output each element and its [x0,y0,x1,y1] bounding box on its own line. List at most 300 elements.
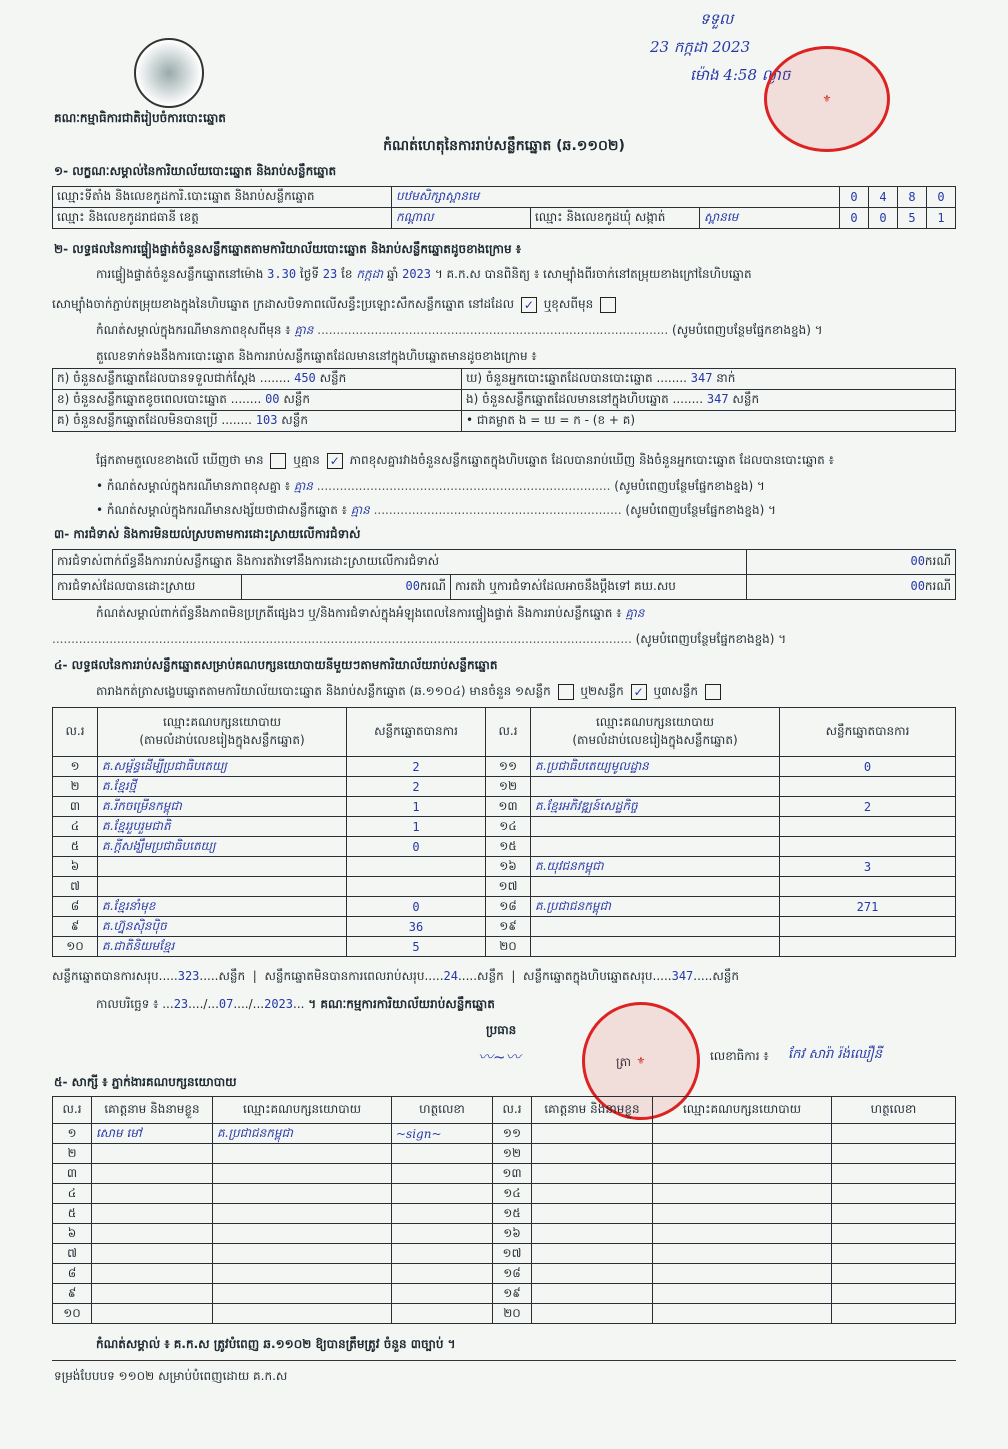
res-col-party-sub-r: (តាមលំដាប់លេខរៀងក្នុងសន្លឹកឆ្នោត) [572,733,738,747]
official-stamp-top: ⚜ [764,46,890,152]
s2-p4-none: ឬគ្មាន [293,453,320,467]
witness-party [653,1184,832,1204]
result-votes: 2 [780,797,956,817]
witness-row [53,1224,956,1244]
witness-name [92,1244,213,1264]
result-votes: 271 [780,897,956,917]
witness-party [653,1164,832,1184]
s2-note2-value: គ្មាន [293,479,313,493]
result-row [53,917,956,937]
witness-name [532,1204,653,1224]
s2-time: 3.30 [267,267,297,281]
witness-no: ១២ [493,1144,532,1164]
results-table [52,707,956,957]
receipt-note-1: ទទួល [700,10,734,28]
total-valid-label: សន្លឹកឆ្នោតបានការសរុប [52,969,159,983]
witness-row [53,1264,956,1284]
witness-party [653,1304,832,1324]
result-party: គ.ហ្វ៊ុនស៊ិនប៉ិច [98,917,347,937]
s2-p4-tail: ភាពខុសគ្នារវាងចំនួនសន្លឹកឆ្នោតក្នុងហិបឆ្នោត ដែលបានរាប់ឃើញ និងចំនួនអ្នកបោះឆ្នោត ដែលបានបោះឆ្នោត ៖ [349,453,834,467]
s4-intro-text: តារាងកត់ត្រាសង្ខេបឆ្នោតតាមការិយាល័យបោះឆ្នោត និងរាប់សន្លឹកឆ្នោត (ឆ.១១០៤) មានចំនួន ១សន្លឹក [96,684,551,698]
result-party: គ.រីកចម្រើនកម្ពុជា [98,797,347,817]
witness-no: ១០ [53,1304,92,1324]
footer-divider [52,1360,956,1361]
result-votes: 0 [347,837,486,857]
s3-r2-label2: ការតវ៉ា ឬការជំទាស់ដែលអាចនឹងប្តឹងទៅ គឃ.សប [451,575,747,600]
witness-no: ២០ [493,1304,532,1324]
s2-p2: សោម្ប៉ាំងចាក់ភ្ជាប់តម្រុយខាងក្នុងនៃហិបឆ្នោត ក្រដាសបិទភាពលើសន្ធឹះប្រឡោះសឹកសន្លឹកឆ្នោត នៅដដែល [52,297,515,311]
gho-unit: នាក់ [716,371,736,385]
s2-line2 [52,296,960,314]
result-no: ៣ [53,797,98,817]
s3-r1-value: 00 [910,554,925,568]
three-sheet-checkbox[interactable] [705,684,721,700]
objection-table [52,549,956,600]
witness-signature [832,1264,956,1284]
witness-no: ៥ [53,1204,92,1224]
s2-p1-tail: ។ គ.ក.ស បានពិនិត្យ ៖ សោម្ប៉ាំងពីរចាក់នៅតម្រុយខាងក្រៅនៃហិបឆ្នោត [434,267,752,281]
ko-value: 103 [255,413,278,427]
w-col-sign-l: ហត្ថលេខា [392,1097,493,1124]
witness-party [213,1304,392,1324]
total-valid: 323 [177,969,200,983]
secretary-name: កែវ សារ៉ា រ៉ង់ឈឿនី [788,1047,883,1062]
ko-label: គ) ចំនួនសន្លឹកឆ្នោតដែលមិនបានប្រើ [57,413,218,427]
result-no: ៧ [53,877,98,897]
s2-month-label: ខែ [341,267,353,281]
res-col-votes-r: សន្លឹកឆ្នោតបានការ [780,708,956,757]
org-name: គណៈកម្មាធិការជាតិរៀបចំការបោះឆ្នោត [54,111,226,125]
result-party [531,837,780,857]
result-row [53,877,956,897]
witness-signature [392,1244,493,1264]
s2-note3-value: គ្មាន [350,503,370,517]
s2-p2-or: ឬខុសពីមុន [543,297,594,311]
witness-signature [832,1124,956,1144]
formula: • ជាគម្លាត ង = ឃ = ក - (ខ + គ) [462,411,956,432]
s2-note1-label: កំណត់សម្គាល់ក្នុងករណីមានភាពខុសពីមុន ៖ [96,323,291,337]
s1-r1-value: បឋមសិក្សាស្ពានមេ [392,187,840,208]
witness-row [53,1284,956,1304]
result-party: គ.ខ្មែរអភិវឌ្ឍន៍សេដ្ឋកិច្ច [531,797,780,817]
witness-party [213,1244,392,1264]
witness-party [213,1164,392,1184]
witness-name [532,1284,653,1304]
witness-table [52,1096,956,1324]
s1-r2-label: ឈ្មោះ និងលេខកូដរាជធានី ខេត្ត [53,208,392,229]
s4-intro-3: ឬ៣សន្លឹក [653,684,698,698]
w-col-name-r: គោត្តនាម និងនាមខ្លួន [532,1097,653,1124]
result-votes: 2 [347,757,486,777]
witness-party [653,1284,832,1304]
s2-day: 23 [322,267,338,281]
ka-value: 450 [294,371,316,385]
result-no: ១២ [486,777,531,797]
witness-no: ១៣ [493,1164,532,1184]
witness-no: ១៨ [493,1264,532,1284]
result-votes: 3 [780,857,956,877]
result-votes [347,857,486,877]
witness-no: ១ [53,1124,92,1144]
total-valid-unit: សន្លឹក [218,969,246,983]
s4-intro-2: ឬ២សន្លឹក [580,684,624,698]
result-no: ៥ [53,837,98,857]
s2-fill-hint-1: (សូមបំពេញបន្ថែមផ្នែកខាងខ្នង) ។ [672,323,823,337]
s1-code-4: 0 [927,187,956,208]
witness-party [653,1204,832,1224]
witness-party [213,1184,392,1204]
result-no: ១១ [486,757,531,777]
s1-ccode-3: 1 [927,208,956,229]
s3-note [96,605,960,623]
w-col-sign-r: ហត្ថលេខា [832,1097,956,1124]
result-no: ៦ [53,857,98,877]
result-votes: 0 [780,757,956,777]
result-row [53,817,956,837]
witness-party [213,1204,392,1224]
chair-label: ប្រធាន [486,1023,517,1037]
result-party: គ.សម្ព័ន្ធដើម្បីប្រជាធិបតេយ្យ [98,757,347,777]
w-col-no-r: ល.រ [493,1097,532,1124]
kha-value: 00 [265,392,280,406]
section1-table [52,186,956,229]
witness-no: ១៦ [493,1224,532,1244]
witness-name [532,1124,653,1144]
witness-name [92,1284,213,1304]
s2-note2-label: • កំណត់សម្គាល់ក្នុងករណីមានភាពខុសគ្នា ៖ [96,479,291,493]
s1-ccode-2: 5 [898,208,927,229]
witness-signature [392,1144,493,1164]
s1-code-1: 0 [840,187,869,208]
witness-name [92,1224,213,1244]
witness-signature [832,1304,956,1324]
witness-signature [832,1164,956,1184]
s1-pcode-1: 0 [840,208,869,229]
s1-commune: ស្ពានមេ [700,208,840,229]
s3-r2-unit2: ករណី [924,579,951,593]
s3-r2-value: 00 [405,579,420,593]
s2-fill-hint-2: (សូមបំពេញបន្ថែមផ្នែកខាងខ្នង) ។ [614,479,765,493]
s3-fill-hint: (សូមបំពេញបន្ថែមផ្នែកខាងខ្នង) ។ [635,632,787,646]
result-party [531,937,780,957]
w-col-name-l: គោត្តនាម និងនាមខ្លួន [92,1097,213,1124]
witness-row [53,1164,956,1184]
s3-r1-unit: ករណី [924,554,951,568]
w-col-party-l: ឈ្មោះគណបក្សនយោបាយ [213,1097,392,1124]
result-row [53,897,956,917]
witness-name [92,1144,213,1164]
result-votes: 1 [347,817,486,837]
result-votes [780,917,956,937]
result-row [53,937,956,957]
witness-party [213,1144,392,1164]
s4-date: កាលបរិច្ឆេទ ៖ ...23..../...07..../...2023... ។ គណៈកម្មការការិយាល័យរាប់សន្លឹកឆ្នោត [96,997,495,1011]
witness-row [53,1124,956,1144]
witness-party [653,1264,832,1284]
result-party: គ.ក្តីសង្ឃឹមប្រជាធិបតេយ្យ [98,837,347,857]
result-party [98,857,347,877]
kha-unit: សន្លឹក [283,392,311,406]
result-row [53,777,956,797]
result-no: ១៩ [486,917,531,937]
result-party: គ.យុវជនកម្ពុជា [531,857,780,877]
s1-r2-label2: ឈ្មោះ និងលេខកូដឃុំ សង្កាត់ [531,208,700,229]
witness-party [213,1284,392,1304]
result-votes: 1 [347,797,486,817]
date-month: 07 [218,997,234,1011]
result-votes [780,817,956,837]
secretary-label: លេខាធិការ ៖ [710,1049,769,1063]
s2-p4: ផ្អែកតាមតួលេខខាងលើ ឃើញថា មាន [96,453,264,467]
two-sheet-checkbox[interactable]: ✓ [631,684,647,700]
result-row [53,857,956,877]
witness-name [92,1164,213,1184]
result-row [53,837,956,857]
witness-name [532,1184,653,1204]
result-no: ១៨ [486,897,531,917]
witness-signature [392,1224,493,1244]
total-box: 347 [671,969,694,983]
s2-year: 2023 [402,267,431,281]
s2-p3: តួលេខទាក់ទងនឹងការបោះឆ្នោត និងការរាប់សន្លឹកឆ្នោតដែលមាននៅក្នុងហិបឆ្នោតមានដូចខាងក្រោម ៖ [96,349,537,363]
witness-signature [392,1184,493,1204]
s1-province: កណ្ដាល [392,208,531,229]
ko-unit: សន្លឹក [281,413,308,427]
s1-ccode-1: 0 [869,208,898,229]
ngo-value: 347 [706,392,729,406]
witness-name [92,1304,213,1324]
s3-note-value: គ្មាន [625,606,645,620]
gho-value: 347 [690,371,713,385]
s2-note3: • កំណត់សម្គាល់ក្នុងករណីមានសង្ស័យថាជាសន្លឹកឆ្នោត ៖ គ្មាន ................................................................. (សូមបំពេញបន្ថែមផ្នែកខាងខ្នង) ។ [96,503,776,517]
witness-signature [832,1184,956,1204]
witness-signature [392,1164,493,1184]
witness-party [653,1144,832,1164]
result-no: ១០ [53,937,98,957]
witness-name [532,1264,653,1284]
res-col-party-r: ឈ្មោះគណបក្សនយោបាយ [595,715,715,729]
result-party [531,817,780,837]
witness-signature [832,1204,956,1224]
kha-label: ខ) ចំនួនសន្លឹកឆ្នោតខូចពេលបោះឆ្នោត [57,392,227,406]
ka-label: ក) ចំនួនសន្លឹកឆ្នោតដែលបានទទួលជាក់ស្តែង [57,371,256,385]
witness-no: ១៤ [493,1184,532,1204]
total-invalid-unit: សន្លឹក [477,969,504,983]
witness-name [92,1184,213,1204]
date-day: 23 [173,997,189,1011]
ka-unit: សន្លឹក [319,371,347,385]
has-diff-checkbox[interactable] [270,453,286,469]
nec-logo [134,38,204,108]
witness-row [53,1184,956,1204]
s2-note1-value: គ្មាន [294,323,314,337]
section4-title: ៤- លទ្ធផលនៃការរាប់សន្លឹកឆ្នោតសម្រាប់គណបក្សនយោបាយនីមួយៗតាមការិយាល័យរាប់សន្លឹកឆ្នោត [54,658,498,672]
result-party [531,917,780,937]
s4-intro [96,683,960,701]
s2-day-label: ថ្ងៃទី [299,267,319,281]
s2-note1: កំណត់សម្គាល់ក្នុងករណីមានភាពខុសពីមុន ៖ គ្មាន ............................................................................................ (សូមបំពេញបន្ថែមផ្នែកខាងខ្នង) ។ [96,323,823,337]
witness-signature [832,1224,956,1244]
date-label: កាលបរិច្ឆេទ ៖ [96,997,159,1011]
witness-name [532,1144,653,1164]
witness-name [532,1244,653,1264]
witness-no: ៣ [53,1164,92,1184]
same-checkbox[interactable]: ✓ [521,297,537,313]
chair-signature: 〰~〰 [478,1048,521,1066]
witness-row [53,1244,956,1264]
s2-p1: ការផ្ទៀងផ្ទាត់ចំនួនសន្លឹកឆ្នោតនៅម៉ោង [96,267,264,281]
section5-title: ៥- សាក្សី ៖ ភ្នាក់ងារគណបក្សនយោបាយ [54,1075,237,1089]
result-party: គ.ខ្មែរនាំមុខ [98,897,347,917]
witness-no: ១៥ [493,1204,532,1224]
result-no: ២ [53,777,98,797]
date-year: 2023 [264,997,293,1011]
form-note: ទម្រង់បែបបទ ១១០២ សម្រាប់បំពេញដោយ គ.ក.ស [54,1369,288,1383]
witness-party [653,1124,832,1144]
result-votes: 0 [347,897,486,917]
s1-code-3: 8 [898,187,927,208]
ngo-label: ង) ចំនួនសន្លឹកឆ្នោតដែលមាននៅក្នុងហិបឆ្នោត [466,392,669,406]
witness-name [532,1304,653,1324]
res-col-party-sub-l: (តាមលំដាប់លេខរៀងក្នុងសន្លឹកឆ្នោត) [139,733,305,747]
result-no: ១ [53,757,98,777]
s2-line4 [96,452,960,470]
witness-no: ៤ [53,1184,92,1204]
res-col-no-r: ល.រ [486,708,531,757]
w-col-party-r: ឈ្មោះគណបក្សនយោបាយ [653,1097,832,1124]
total-invalid-label: សន្លឹកឆ្នោតមិនបានការពេលរាប់សរុប [264,969,425,983]
committee-label: ។ គណៈកម្មការការិយាល័យរាប់សន្លឹកឆ្នោត [308,997,495,1011]
witness-signature: ~sign~ [392,1124,493,1144]
witness-no: ៦ [53,1224,92,1244]
witness-no: ១៧ [493,1244,532,1264]
s2-note3-label: • កំណត់សម្គាល់ក្នុងករណីមានសង្ស័យថាជាសន្លឹកឆ្នោត ៖ [96,503,347,517]
s2-line1 [96,266,960,284]
result-no: ៩ [53,917,98,937]
page-title: កំណត់ហេតុនៃការរាប់សន្លឹកឆ្នោត (ឆ.១១០២) [383,138,625,154]
res-col-party-l: ឈ្មោះគណបក្សនយោបាយ [162,715,282,729]
witness-name [92,1264,213,1284]
s4-totals: សន្លឹកឆ្នោតបានការសរុប.....323.....សន្លឹក | សន្លឹកឆ្នោតមិនបានការពេលរាប់សរុប.....24.....សន្លឹក | សន្លឹកឆ្នោតក្នុងហិបឆ្នោតសរុប.....347.....សន្លឹក [52,969,740,983]
result-no: ៤ [53,817,98,837]
result-party: គ.ប្រជាធិបតេយ្យមូលដ្ឋាន [531,757,780,777]
w-col-no-l: ល.រ [53,1097,92,1124]
witness-no: ៧ [53,1244,92,1264]
result-party [98,877,347,897]
s3-r2-unit: ករណី [419,579,446,593]
result-no: ១៦ [486,857,531,877]
witness-signature [392,1304,493,1324]
res-col-votes-l: សន្លឹកឆ្នោតបានការ [347,708,486,757]
one-sheet-checkbox[interactable] [558,684,574,700]
s3-r1-label: ការជំទាស់ពាក់ព័ន្ធនឹងការរាប់សន្លឹកឆ្នោត និងការតវ៉ាទៅនឹងការដោះស្រាយលើការជំទាស់ [53,550,747,575]
witness-party [213,1224,392,1244]
result-row [53,797,956,817]
witness-row [53,1204,956,1224]
result-party: គ.ខ្មែររួបរួមជាតិ [98,817,347,837]
result-no: ២០ [486,937,531,957]
witness-row [53,1144,956,1164]
witness-signature [392,1204,493,1224]
s2-month: កក្កដា [356,267,383,281]
s2-year-label: ឆ្នាំ [386,267,399,281]
s3-dots: ........................................................................................................................................................ (សូមបំពេញបន្ថែមផ្នែកខាងខ្នង) ។ [52,632,787,646]
official-stamp-committee: ⚜ [582,1002,700,1120]
ngo-unit: សន្លឹក [732,392,760,406]
s1-r1-label: ឈ្មោះទីតាំង និងលេខកូដការិ.បោះឆ្នោត និងរាប់សន្លឹកឆ្នោត [53,187,392,208]
result-votes: 2 [347,777,486,797]
receipt-note-3: ម៉ោង 4:58 ល្ងាច [690,66,791,84]
witness-party: គ.ប្រជាជនកម្ពុជា [213,1124,392,1144]
result-votes: 36 [347,917,486,937]
footnote: កំណត់សម្គាល់ ៖ គ.ក.ស ត្រូវបំពេញ ឆ.១១០២ ឱ្យបានត្រឹមត្រូវ ចំនួន ៣ច្បាប់ ។ [96,1337,456,1351]
total-invalid: 24 [443,969,458,983]
s1-code-2: 4 [869,187,898,208]
s2-note2: • កំណត់សម្គាល់ក្នុងករណីមានភាពខុសគ្នា ៖ គ្មាន ............................................................................. (សូមបំពេញបន្ថែមផ្នែកខាងខ្នង) ។ [96,479,765,493]
section2-title: ២- លទ្ធផលនៃការផ្ទៀងផ្ទាត់ចំនួនសន្លឹកឆ្នោតតាមការិយាល័យបោះឆ្នោត និងរាប់សន្លឹកឆ្នោតដូចខាងក្រោម ៖ [54,242,522,256]
result-no: ១៣ [486,797,531,817]
figures-table: ក) ចំនួនសន្លឹកឆ្នោតដែលបានទទួលជាក់ស្តែង ........ 450 សន្លឹក ឃ) ចំនួនអ្នកបោះឆ្នោតដែលបានបោះឆ្នោត ........ 347 នាក់ ខ) ចំនួនសន្លឹកឆ្នោតខូចពេលបោះឆ្នោត ........ 00 សន្លឹក ង) ចំនួនសន្លឹកឆ្នោតដែលមាននៅក្នុងហិបឆ្នោត ........ 347 សន្លឹក គ) ចំនួនសន្លឹកឆ្នោតដែលមិនបានប្រើ ........ 103 សន្លឹក • ជាគម្លាត ង = ឃ = ក - (ខ + គ) [52,368,956,432]
result-votes [780,877,956,897]
result-votes [780,837,956,857]
result-votes: 5 [347,937,486,957]
witness-name [92,1204,213,1224]
result-party [531,777,780,797]
witness-signature [832,1244,956,1264]
section1-title: ១- លក្ខណៈសម្គាល់នៃការិយាល័យបោះឆ្នោត និងរាប់សន្លឹកឆ្នោត [54,164,337,178]
result-no: ១៥ [486,837,531,857]
witness-party [653,1224,832,1244]
total-box-unit: សន្លឹក [712,969,740,983]
result-party: គ.ខ្មែរថ្មី [98,777,347,797]
witness-signature [832,1144,956,1164]
witness-no: ១១ [493,1124,532,1144]
witness-no: ១៩ [493,1284,532,1304]
result-no: ៨ [53,897,98,917]
s3-r2-value2: 00 [910,579,925,593]
result-row [53,757,956,777]
witness-no: ២ [53,1144,92,1164]
section3-title: ៣- ការជំទាស់ និងការមិនយល់ស្របតាមការដោះស្រាយលើការជំទាស់ [54,527,361,541]
result-party: គ.ជាតិនិយមខ្មែរ [98,937,347,957]
s3-r2-label: ការជំទាស់ដែលបានដោះស្រាយ [53,575,242,600]
witness-name: សោម មៅ [92,1124,213,1144]
witness-name [532,1164,653,1184]
result-votes [347,877,486,897]
witness-signature [392,1264,493,1284]
result-party [531,877,780,897]
witness-party [653,1244,832,1264]
result-votes [780,937,956,957]
res-col-no-l: ល.រ [53,708,98,757]
witness-no: ៩ [53,1284,92,1304]
receipt-note-2: 23 កក្កដា 2023 [650,38,751,56]
total-box-label: សន្លឹកឆ្នោតក្នុងហិបឆ្នោតសរុប [523,969,653,983]
result-party: គ.ប្រជាជនកម្ពុជា [531,897,780,917]
witness-signature [832,1284,956,1304]
s3-note-label: កំណត់សម្គាល់ពាក់ព័ន្ធនឹងភាពមិនប្រក្រតីផ្សេងៗ ឬ/និងការជំទាស់ក្នុងអំឡុងពេលនៃការផ្ទៀងផ្ទាត់ និងការរាប់សន្លឹកឆ្នោត ៖ [96,606,622,620]
result-no: ១៧ [486,877,531,897]
witness-no: ៨ [53,1264,92,1284]
s2-fill-hint-3: (សូមបំពេញបន្ថែមផ្នែកខាងខ្នង) ។ [625,503,776,517]
different-checkbox[interactable] [600,297,616,313]
witness-row [53,1304,956,1324]
result-votes [780,777,956,797]
no-diff-checkbox[interactable]: ✓ [327,453,343,469]
witness-party [213,1264,392,1284]
witness-name [532,1224,653,1244]
result-no: ១៤ [486,817,531,837]
